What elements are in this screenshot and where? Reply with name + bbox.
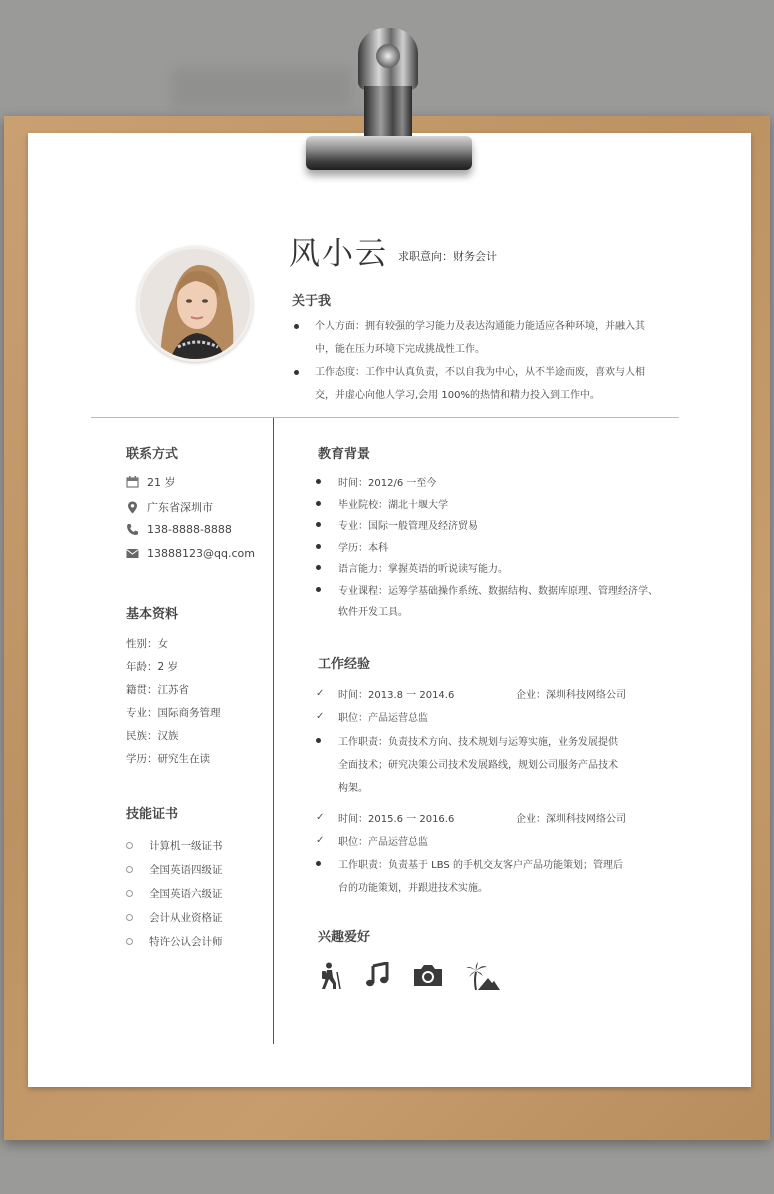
edu-school-text: 毕业院校：湖北十堰大学 [338,500,448,511]
about-title: 关于我 [292,294,332,309]
job1-position: ✓ 职位：产品运营总监 [316,711,428,724]
job2-position-text: 职位：产品运营总监 [338,837,428,848]
divider-horizontal [91,417,679,418]
hiking-icon [318,962,342,990]
cert-label: 全国英语六级证 [149,888,223,900]
camera-icon [412,962,444,988]
job2-company: 企业：深圳科技网络公司 [516,814,626,825]
edu-degree [316,539,388,554]
about-item-2-line2: 交，并虚心向他人学习,会用 100%的热情和精力投入到工作中。 [315,390,600,401]
about-item-2-line1: 工作态度：工作中认真负责，不以自我为中心，从不半途而废，喜欢与人相 [315,367,645,378]
avatar [137,246,253,362]
music-icon [365,962,389,988]
calendar-icon [126,476,139,488]
contact-phone [126,523,232,536]
edu-degree-text: 学历：本科 [338,543,388,554]
job1-time: ✓ 时间：2013.8 一 2014.6 [316,688,455,701]
envelope-icon [126,548,139,559]
edu-language-text: 语言能力：掌握英语的听说读写能力。 [338,564,508,575]
edu-school [316,496,448,511]
beach-icon [466,962,500,990]
cert-item [126,934,223,949]
about-item-1-line2: 中，能在压力环境下完成挑战性工作。 [315,344,485,355]
location-pin-icon [126,501,139,514]
job-intent: 求职意向：财务会计 [398,250,497,263]
certs-title: 技能证书 [126,807,179,822]
education-title: 教育背景 [318,447,371,462]
cert-item [126,886,223,901]
basic-title: 基本资料 [126,607,179,622]
job2-duty-line2: 台的功能策划，并跟进技术实施。 [338,883,488,894]
contact-title: 联系方式 [126,447,179,462]
cert-label: 全国英语四级证 [149,864,223,876]
edu-courses-line2: 软件开发工具。 [338,607,408,618]
job2-duty-line1: 工作职责：负责基于 LBS 的手机交友客户产品功能策划；管理后 [338,860,623,871]
job2-duty [316,856,623,871]
basic-hometown: 籍贯：江苏省 [126,684,189,696]
job1-company: 企业：深圳科技网络公司 [516,690,626,701]
phone-text: 138-8888-8888 [147,523,232,536]
cert-label: 特许公认会计师 [149,936,223,948]
basic-major: 专业：国际商务管理 [126,707,221,719]
edu-major-text: 专业：国际一般管理及经济贸易 [338,521,478,532]
basic-education: 学历：研究生在读 [126,753,210,765]
edu-time-text: 时间：2012/6 一至今 [338,478,437,489]
basic-age: 年龄：2 岁 [126,661,179,673]
job1-duty-line3: 构架。 [338,783,368,794]
bullet-dot [294,324,299,329]
edu-time [316,474,436,489]
cert-item [126,910,223,925]
edu-language [316,560,508,575]
contact-age [126,474,176,490]
edu-major [316,517,478,532]
about-item-1-line1: 个人方面：拥有较强的学习能力及表达沟通能力能适应各种环境，并融入其 [315,321,645,332]
email-text: 13888123@qq.com [147,547,255,560]
job1-duty-line2: 全面技术；研究决策公司技术发展路线，规划公司服务产品技术 [338,760,618,771]
job1-time-text: 时间：2013.8 一 2014.6 [338,690,455,701]
basic-gender: 性别：女 [126,638,168,650]
cert-label: 计算机一级证书 [149,840,223,852]
cert-item [126,862,223,877]
work-title: 工作经验 [318,657,371,672]
location-text: 广东省深圳市 [147,501,213,514]
binder-clip [292,28,482,178]
basic-ethnicity: 民族：汉族 [126,730,179,742]
job1-position-text: 职位：产品运营总监 [338,713,428,724]
edu-courses [316,582,658,597]
phone-icon [126,523,139,536]
edu-courses-line1: 专业课程：运筹学基础操作系统、数据结构、数据库原理、管理经济学、 [338,586,658,597]
job2-position: ✓ 职位：产品运营总监 [316,835,428,848]
candidate-name: 风小云 [289,236,388,272]
job2-time: ✓ 时间：2015.6 一 2016.6 [316,812,455,825]
job1-duty [316,733,618,748]
divider-vertical [273,418,274,1044]
age-text: 21 岁 [147,476,176,489]
contact-location [126,499,213,515]
job1-duty-line1: 工作职责：负责技术方向、技术规划与运筹实施，业务发展提供 [338,737,618,748]
hobbies-title: 兴趣爱好 [318,930,371,945]
bullet-dot [294,370,299,375]
cert-label: 会计从业资格证 [149,912,223,924]
job2-time-text: 时间：2015.6 一 2016.6 [338,814,455,825]
contact-email [126,547,255,560]
cert-item [126,838,223,853]
